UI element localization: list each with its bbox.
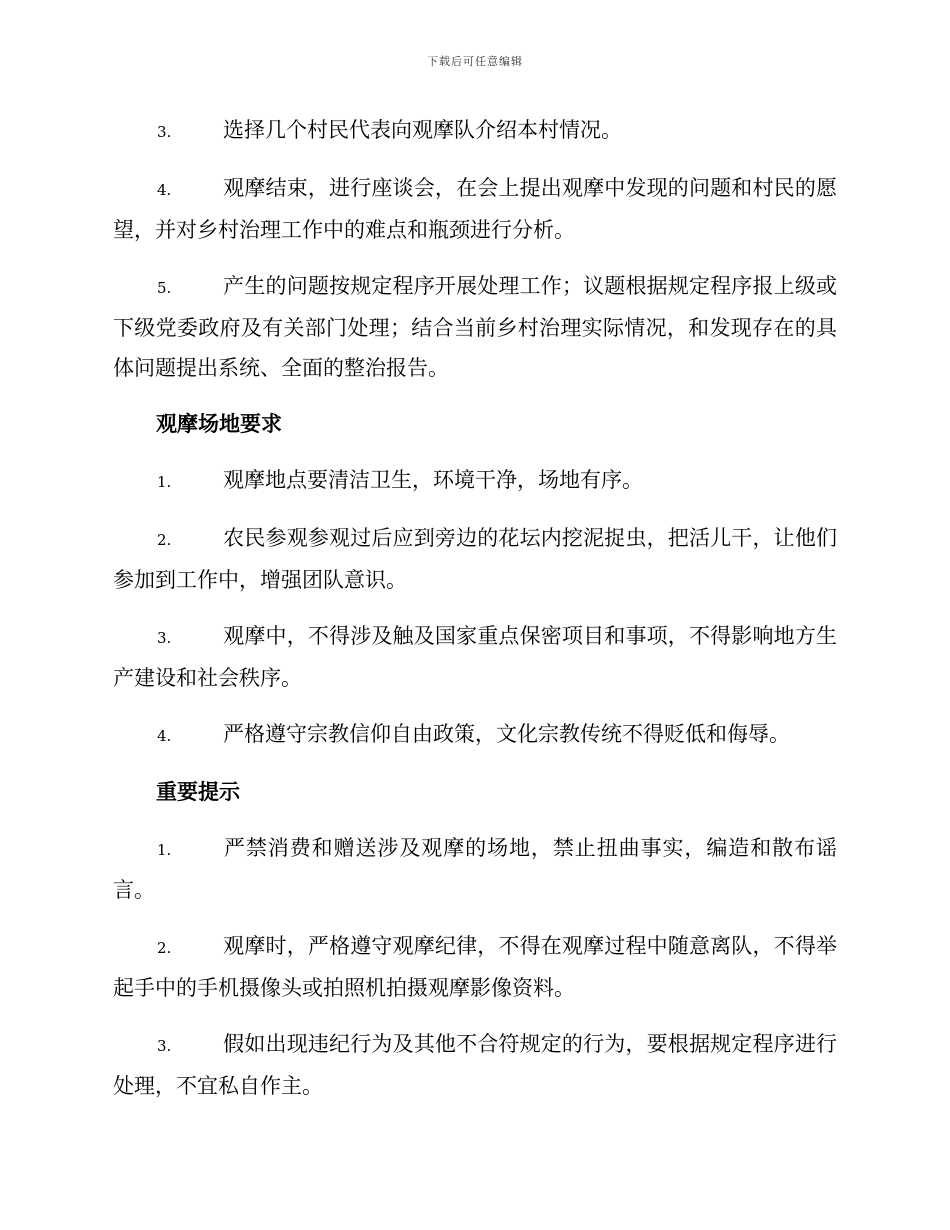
- item-text: 观摩地点要清洁卫生，环境干净，场地有序。: [223, 468, 643, 492]
- item-number: 3.: [157, 629, 172, 647]
- list-item: [113, 1024, 837, 1106]
- item-text: 观摩时，严格遵守观摩纪律，不得在观摩过程中随意离队，不得举起手中的手机摄像头或拍照机拍摄观摩影像资料。: [113, 934, 837, 1000]
- list-item: [113, 714, 837, 756]
- list-item: [113, 828, 837, 910]
- item-number: 5.: [157, 279, 172, 297]
- item-text: 选择几个村民代表向观摩队介绍本村情况。: [223, 118, 622, 142]
- item-number: 2.: [157, 531, 172, 549]
- list-item: [113, 616, 837, 698]
- section-heading-venue: 观摩场地要求: [156, 411, 282, 436]
- item-text: 农民参观参观过后应到旁边的花坛内挖泥捉虫，把活儿干，让他们参加到工作中，增强团队意识。: [113, 526, 837, 592]
- list-item: [113, 110, 837, 152]
- list-item: [113, 266, 837, 388]
- list-item: [113, 168, 837, 250]
- list-item: [113, 926, 837, 1008]
- item-number: 3.: [157, 1037, 172, 1055]
- document-body: [113, 110, 837, 1122]
- item-text: 观摩结束，进行座谈会，在会上提出观摩中发现的问题和村民的愿望，并对乡村治理工作中的难点和瓶颈进行分析。: [113, 176, 837, 242]
- item-number: 2.: [157, 939, 172, 957]
- list-item: [113, 518, 837, 600]
- item-text: 观摩中，不得涉及触及国家重点保密项目和事项，不得影响地方生产建设和社会秩序。: [113, 624, 837, 690]
- item-text: 产生的问题按规定程序开展处理工作；议题根据规定程序报上级或下级党委政府及有关部门处理；结合当前乡村治理实际情况，和发现存在的具体问题提出系统、全面的整治报告。: [113, 274, 837, 380]
- page-header-note: 下载后可任意编辑: [427, 55, 523, 68]
- item-text: 严禁消费和赠送涉及观摩的场地，禁止扭曲事实，编造和散布谣言。: [113, 836, 837, 902]
- item-number: 1.: [157, 473, 172, 491]
- item-text: 假如出现违纪行为及其他不合符规定的行为，要根据规定程序进行处理，不宜私自作主。: [113, 1032, 837, 1098]
- item-number: 4.: [157, 727, 172, 745]
- section-heading-tips: 重要提示: [156, 779, 240, 804]
- item-text: 严格遵守宗教信仰自由政策，文化宗教传统不得贬低和侮辱。: [223, 722, 790, 746]
- list-item: [113, 460, 837, 502]
- item-number: 1.: [157, 841, 172, 859]
- item-number: 4.: [157, 181, 172, 199]
- item-number: 3.: [157, 123, 172, 141]
